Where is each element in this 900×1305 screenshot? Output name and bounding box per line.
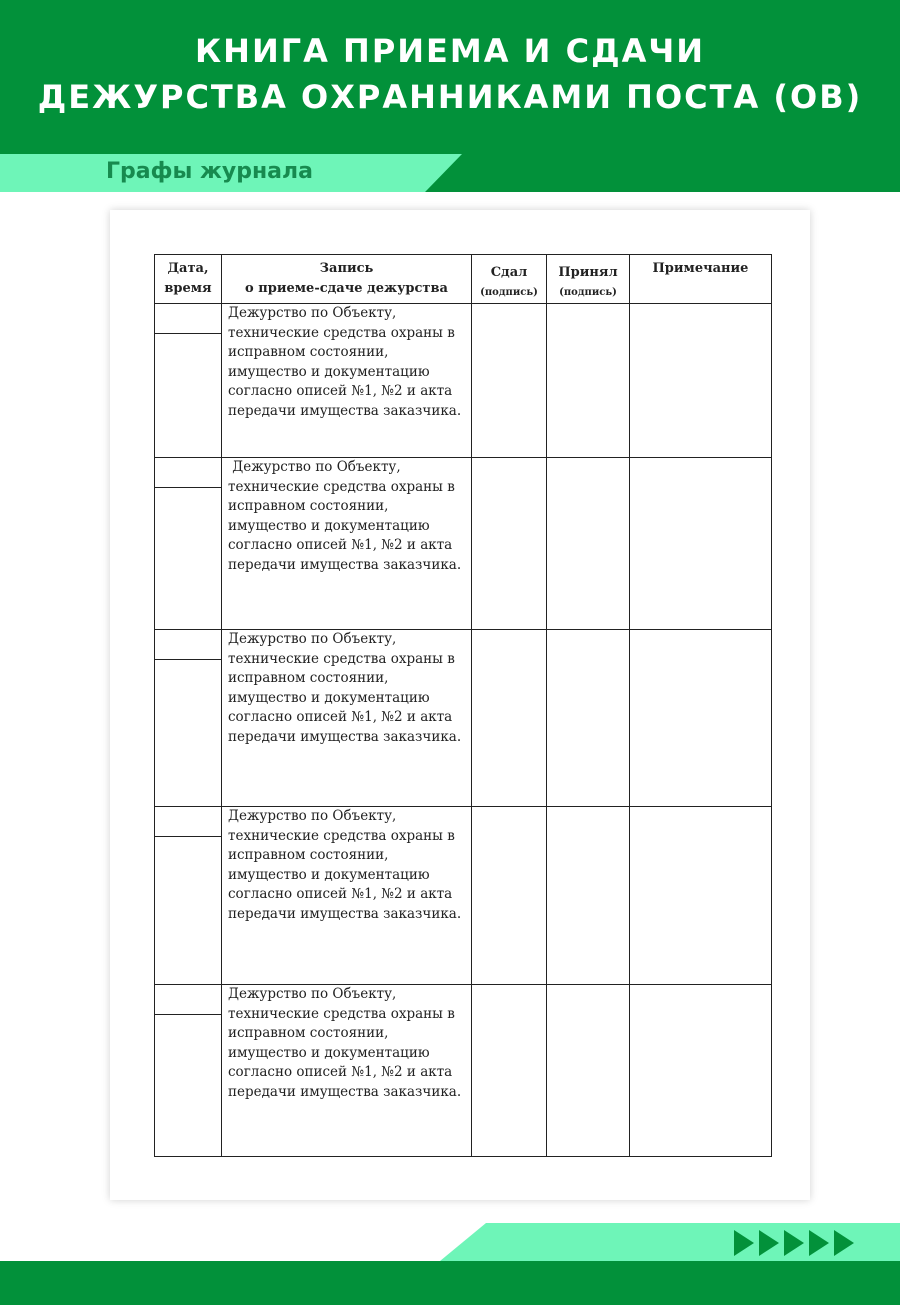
table-header-row [155,255,772,304]
column-header-entry [222,255,472,304]
header-banner [0,0,900,150]
date-time-divider [155,333,221,334]
title-line-1: КНИГА ПРИЕМА И СДАЧИ [195,32,705,70]
table-row [155,304,772,458]
handed-signature-cell [472,630,547,807]
section-subtitle: Графы журнала [106,159,313,184]
entry-cell [222,458,472,630]
entry-text: Дежурство по Объекту, технические средства охраны в исправном состоянии, имущество и документацию согласно описей №1, №2 и акта передачи имущества заказчика. [228,459,462,573]
accepted-header-label: Принял [558,265,618,280]
accepted-signature-cell [547,630,630,807]
note-cell [630,807,772,985]
date-header-line2: время [164,281,212,296]
date-time-divider [155,836,221,837]
column-header-date [155,255,222,304]
handed-header-sub: (подпись) [480,287,538,298]
title-line-2: ДЕЖУРСТВА ОХРАННИКАМИ ПОСТА (ОВ) [37,78,863,116]
column-header-note [630,255,772,304]
note-cell [630,304,772,458]
accepted-signature-cell [547,458,630,630]
accepted-signature-cell [547,807,630,985]
accepted-header-sub: (подпись) [559,287,617,298]
handed-signature-cell [472,458,547,630]
handed-header-label: Сдал [490,265,528,280]
handed-signature-cell [472,985,547,1157]
date-time-divider [155,1014,221,1015]
column-header-handed [472,255,547,304]
entry-cell [222,807,472,985]
date-time-divider [155,659,221,660]
accepted-signature-cell [547,985,630,1157]
entry-text: Дежурство по Объекту, технические средства охраны в исправном состоянии, имущество и документацию согласно описей №1, №2 и акта передачи имущества заказчика. [228,808,462,922]
entry-cell [222,630,472,807]
column-header-accepted [547,255,630,304]
date-cell [155,304,222,458]
entry-header-line2: о приеме-сдаче дежурства [245,281,448,296]
entry-text: Дежурство по Объекту, технические средства охраны в исправном состоянии, имущество и документацию согласно описей №1, №2 и акта передачи имущества заказчика. [228,986,462,1100]
entry-text: Дежурство по Объекту, технические средства охраны в исправном состоянии, имущество и документацию согласно описей №1, №2 и акта передачи имущества заказчика. [228,631,462,745]
note-cell [630,458,772,630]
date-cell [155,630,222,807]
entry-header-line1: Запись [319,261,374,276]
table-row [155,985,772,1157]
table-row [155,458,772,630]
table-row [155,807,772,985]
footer-bar [0,1261,900,1305]
entry-text: Дежурство по Объекту, технические средства охраны в исправном состоянии, имущество и документацию согласно описей №1, №2 и акта передачи имущества заказчика. [228,305,462,419]
date-header-line1: Дата, [167,261,209,276]
handed-signature-cell [472,304,547,458]
note-header-label: Примечание [652,261,749,276]
date-cell [155,985,222,1157]
handed-signature-cell [472,807,547,985]
note-cell [630,985,772,1157]
double-chevron-right-icon [734,1230,858,1256]
date-time-divider [155,487,221,488]
date-cell [155,807,222,985]
accepted-signature-cell [547,304,630,458]
note-cell [630,630,772,807]
entry-cell [222,985,472,1157]
entry-cell [222,304,472,458]
page-title [0,28,900,120]
journal-table [154,254,772,1157]
date-cell [155,458,222,630]
table-row [155,630,772,807]
